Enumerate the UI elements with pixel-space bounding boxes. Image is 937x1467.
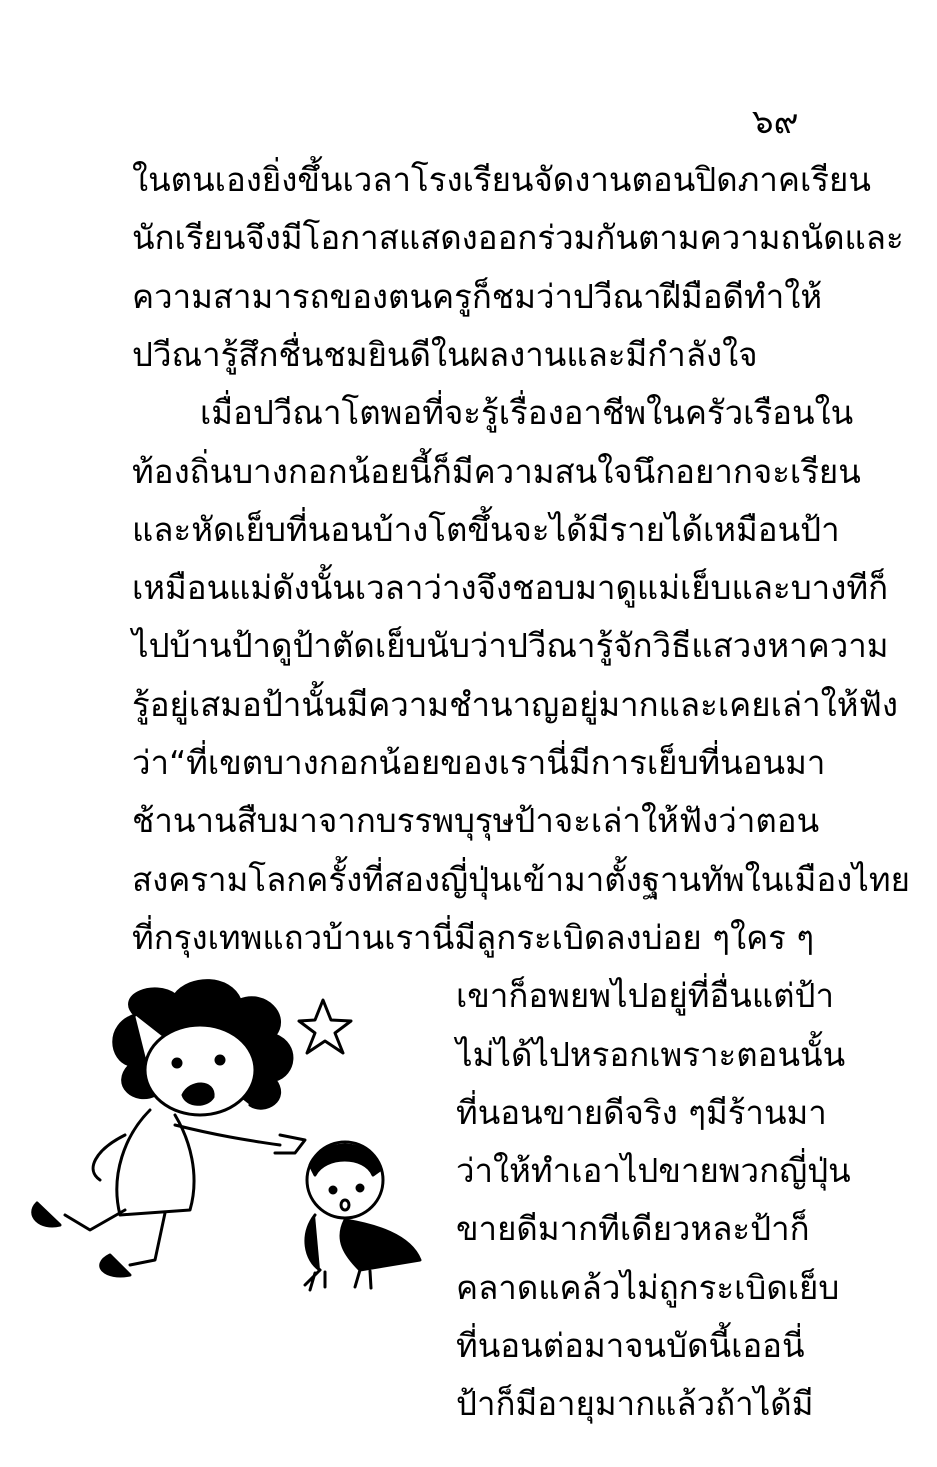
text-segment: ขายดีมากทีเดียวหละ	[456, 1209, 751, 1249]
text-segment: ป้าจะเล่าให้ฟังว่าตอน	[514, 801, 820, 841]
text-segment: “ที่เขตบางกอกน้อยของเรานี่	[169, 743, 569, 782]
text-line	[132, 568, 889, 608]
text-segment: ความสามารถของตน	[132, 276, 433, 316]
text-segment: เวลาโรงเรียนจัดงานตอนปิดภาคเรียน	[342, 160, 871, 199]
text-line	[132, 218, 904, 258]
text-segment: สงครามโลกครั้งที่สอง	[132, 859, 441, 899]
text-segment: และบางทีก็	[731, 568, 889, 608]
text-line	[456, 1209, 810, 1249]
text-line	[200, 393, 854, 433]
text-segment: เมื่อปวีณาโตพอที่จะรู้เรื่องอาชีพในครัวเรือนใน	[200, 393, 854, 433]
text-segment: โตขึ้นจะได้มีรายได้เหมือนป้า	[428, 509, 840, 549]
text-segment: ป้าก็มีอายุมากแล้ว	[456, 1384, 716, 1424]
text-segment: ที่นอนต่อมาจนบัดนี้	[456, 1326, 732, 1365]
text-line	[132, 451, 861, 492]
text-segment: เออ	[731, 1326, 782, 1365]
text-segment: ใคร ๆ	[729, 917, 815, 957]
text-segment: เขาก็อพยพไปอยู่ที่อื่น	[456, 976, 752, 1016]
text-segment: ปวีณารู้สึกชื่นชมยินดีในผลงานและมีกำลังใจ	[132, 334, 758, 374]
text-segment: มีร้านมา	[705, 1092, 827, 1132]
text-line	[132, 626, 889, 666]
text-segment: นี่	[781, 1326, 805, 1365]
text-segment: ช้านานสืบมาจากบรรพบุรุษ	[132, 801, 515, 841]
text-line	[456, 1326, 805, 1366]
text-segment: และหัดเย็บที่นอนบ้าง	[132, 509, 429, 549]
text-segment: ทำให้	[743, 276, 823, 316]
text-segment: ว่า	[132, 743, 170, 782]
text-line	[132, 276, 823, 317]
text-segment: ดังนั้น	[272, 568, 355, 608]
children-illustration	[15, 975, 435, 1295]
text-line	[456, 976, 835, 1016]
text-line	[132, 160, 871, 200]
text-line	[132, 743, 826, 783]
text-line	[456, 1092, 827, 1133]
text-segment: ไม่ได้ไปหรอก	[456, 1034, 650, 1074]
text-segment: ท้องถิ่นบางกอกน้อยนี้	[132, 451, 432, 491]
text-line	[132, 509, 840, 550]
text-segment: ที่นอนขายดีจริง ๆ	[456, 1092, 706, 1132]
text-segment: คลาดแคล้วไม่ถูกระเบิด	[456, 1267, 788, 1307]
text-line	[456, 1034, 846, 1075]
text-segment: ไปบ้านป้าดูป้าตัดเย็บ	[132, 626, 427, 666]
text-segment: เวลาว่างจึงชอบมาดูแม่เย็บ	[354, 568, 732, 608]
text-segment: ครูก็ชมว่าปวีณาฝีมือดี	[432, 276, 744, 316]
text-line	[456, 1384, 814, 1424]
page-number: ๖๙	[752, 102, 799, 142]
text-segment: นักเรียนจึงมีโอกาสแสดงออกร่วมกันตามความถนัดและ	[132, 218, 904, 258]
text-line	[456, 1267, 840, 1308]
text-segment: ในตนเองยิ่งขึ้น	[132, 160, 343, 199]
text-line	[132, 335, 758, 375]
text-segment: นับว่าปวีณารู้จักวิธีแสวงหาความ	[426, 626, 889, 666]
text-segment: แต่ป้า	[751, 976, 835, 1016]
text-line	[132, 801, 820, 841]
text-segment: ถ้าได้มี	[715, 1384, 814, 1424]
text-segment: ญี่ปุ่นเข้ามาตั้งฐานทัพในเมืองไทย	[440, 859, 910, 899]
text-segment: ที่กรุงเทพแถวบ้านเรานี่มีลูกระเบิดลงบ่อย ๆ	[132, 917, 730, 957]
text-line	[132, 684, 898, 725]
text-line	[456, 1151, 851, 1191]
text-segment: เหมือนแม่	[132, 568, 273, 608]
text-line	[132, 859, 910, 900]
text-segment: ป้าก็	[750, 1209, 810, 1249]
text-segment: ว่าให้ทำเอาไปขายพวกญี่ปุ่น	[456, 1151, 851, 1191]
text-segment: เพราะตอนนั้น	[649, 1034, 846, 1074]
text-segment: ก็มีความสนใจนึกอยากจะเรียน	[431, 451, 861, 491]
text-line	[132, 917, 815, 958]
text-segment: มีการเย็บที่นอนมา	[568, 743, 826, 782]
text-segment: เย็บ	[787, 1267, 840, 1307]
text-segment: ป้านั้นมีความชำนาญอยู่มากและเคยเล่าให้ฟัง	[261, 684, 898, 724]
text-segment: รู้อยู่เสมอ	[132, 684, 262, 724]
